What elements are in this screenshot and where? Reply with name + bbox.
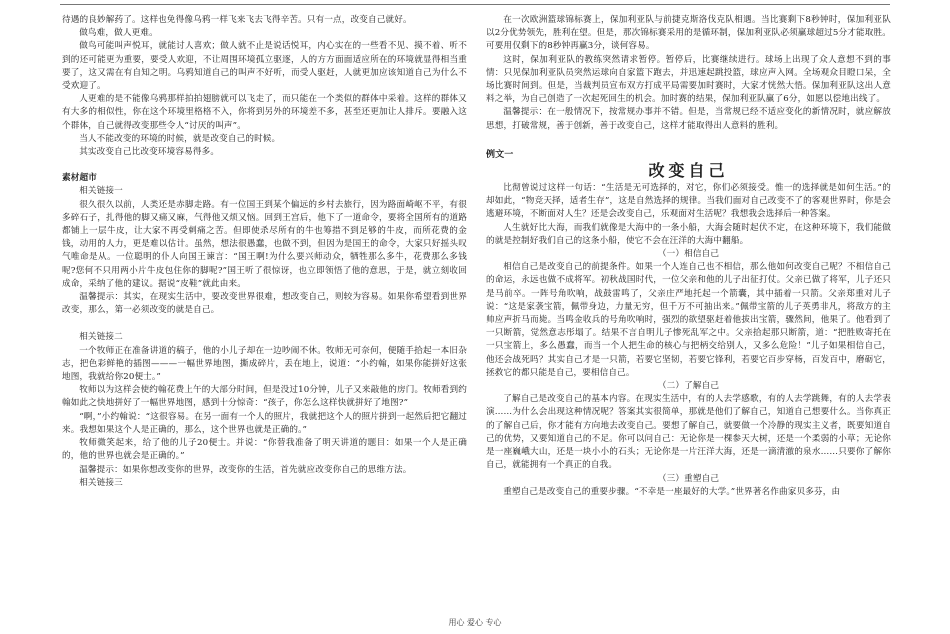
subsection-title: （二）了解自己 bbox=[657, 381, 720, 392]
paragraph: 其实改变自己比改变环境容易得多。 bbox=[79, 147, 220, 158]
paragraph: 当人不能改变的环境的时候，就是改变自己的时候。 bbox=[79, 133, 281, 144]
paragraph: 牧师微笑起来，给了他的儿子20便士。并说：“你替我准备了明天讲道的题目：如果一个人是正确的，他的世界也就会是正确的。” bbox=[62, 438, 467, 462]
link-title: 相关链接二 bbox=[79, 332, 123, 343]
paragraph: 待遇的良妙解药了。这样也免得像乌鸦一样飞来飞去飞得辛苦。只有一点，改变自己就好。 bbox=[62, 15, 412, 25]
paragraph: 了解自己是改变自己的基本内容。在现实生活中，有的人去学感歌，有的人去学跳舞，有的人去学表演……为什么会出现这种情况呢？答案其实很简单，那就是他们了解自己，知道自己想要什么。当你真正的了解自己后，你才能有方向地去改变自己。要想了解自己，就要做一个冷静的现实主义者，既要知道自己的优势，又要知道自己的不足。你可以问自己：无论你是一棵参天大树，还是一个柔弱的小草；无论你是一座巍峨大山，还是一块小小的石头；无论你是一片汪洋大海，还是一滴清澈的泉水……只要你了解你自己，就能拥有一个真正的自我。 bbox=[486, 394, 891, 471]
page-footer: 用心 爱心 专心 bbox=[448, 618, 502, 627]
paragraph: 这时，保加利亚队的教练突然请求暂停。暂停后，比赛继续进行。球场上出现了众人意想不到的事情：只见保加利亚队员突然运球向自家篮下跑去，并迅速起跳投篮，球应声入网。全场观众目瞪口呆，全场比赛时间到。但是，当裁判员宣布双方打成平局需要加时赛时，大家才恍然大悟。保加利亚队这出人意料之举，为自己创造了一次起死回生的机会。加时赛的结果，保加利亚队赢了6分，如愿以偿地出线了。 bbox=[486, 54, 891, 105]
paragraph: 温馨提示：在一般情况下，按常规办事并不错。但是，当常规已经不适应变化的新情况时，就应解放思想，打破常规，善于创新，善于改变自己，这样才能取得出人意料的胜利。 bbox=[486, 107, 891, 131]
left-column bbox=[62, 14, 467, 490]
right-column bbox=[486, 14, 891, 499]
essay-title: 改变自己 bbox=[648, 161, 729, 181]
link-title: 相关链接三 bbox=[79, 477, 123, 488]
example-label: 例文一 bbox=[486, 149, 514, 160]
subsection-title: （一）相信自己 bbox=[657, 249, 720, 260]
paragraph: 重塑自己是改变自己的重要步骤。“不幸是一座最好的大学。”世界著名作曲家贝多芬，由 bbox=[503, 486, 841, 497]
paragraph: 人生就好比大海，而我们就像是大海中的一条小船，大海会随时起伏不定，在这种环境下，我们能做的就是控制好我们自己的这条小船，使它不会在汪洋的大海中翻船。 bbox=[486, 222, 891, 246]
paragraph: 温馨提示：其实，在现实生活中，要改变世界很难，想改变自己，则较为容易。如果你希望看到世界改变，那么，第一必须改变的就是自己。 bbox=[62, 292, 467, 316]
spacer bbox=[62, 317, 467, 331]
section-title: 素材超市 bbox=[62, 173, 97, 184]
paragraph: 相信自己是改变自己的前提条件。如果一个人连自己也不相信，那么他如何改变自己呢？不相信自己的命运，永远也做不成将军。初秋战国时代，一位父亲和他的儿子出征打仗。父亲已做了将军，儿子还只是马前卒。一阵号角吹响，战鼓雷鸣了，父亲庄严地托起一个箭囊，其中插着一只箭。父亲郑重对儿子说：“这是家袭宝箭，佩带身边，力量无穷，但千万不可抽出来。”佩带宝箭的儿子英勇非凡，将敌方的主帅应声折马而毙。当鸣金收兵的号角吹响时，强烈的欲望驱赶着他拔出宝箭，骤然间，他果了。他看到了一只断箭，觉然意志彤塌了。结果不言自明儿子惨死乱军之中。父亲拾起那只断箭，道：“把胜败寄托在一只宝箭上，多么愚蠢，而当一个人把生命的核心与把柄交给别人，又多么危险！”儿子如果相信自己，他还会战死吗？其实自己才是一只箭，若要它坚韧，若要它锋利，若要它百步穿杨，百发百中，磨砺它，拯救它的都只能是自己，要相信自己。 bbox=[486, 262, 891, 378]
paragraph: 人更难的是不能像乌鸦那样拍拍翅膀就可以飞走了，而只能在一个类似的群体中采着。这样的群体又有大多的相似性，你在这个环境里格格不入，你将到另外的环境差不多，甚至还更加让人排斥。要融入这个群体，自己就得改变那些令人“讨厌的叫声”。 bbox=[62, 94, 467, 131]
paragraph: 很久很久以前，人类还是赤脚走路。有一位国王到某个偏远的乡村去旅行，因为路面崎岖不平，有很多碎石子，扎得他的脚又痛又麻，气得他又烦又恼。回到王宫后，他下了一道命令，要将全国所有的道路都铺上一层牛皮，让大家不再受刺痛之苦。但即使杀尽所有的牛也筹措不到足够的牛皮，而所花费的金钱，动用的人力，更是难以估计。虽然，想法很愚蠢，也做不到，但因为是国王的命令，大家只好摇头叹气唯命是从。一位聪明的仆人向国王谏言：“国王啊!为什么要兴师动众，牺牲那么多牛，花费那么多钱呢?您何不只用两小片牛皮包住你的脚呢?”国王听了很惊讶，也立即领悟了他的意思，于是，就立刻收回成命，采纳了他的建议。据说“皮鞋”就此由来。 bbox=[62, 199, 467, 289]
paragraph: 牧师以为这样会使约翰花费上午的大部分时间，但是没过10分钟，儿子又来敲他的房门。牧师看到约翰如此之快地拼好了一幅世界地图，感到十分惊奇：“孩子，你怎么这样快就拼好了地图?” bbox=[62, 385, 467, 409]
paragraph: 做鸟难，做人更难。 bbox=[79, 28, 158, 39]
paragraph: 一个牧师正在准备讲道的稿子，他的小儿子却在一边吵闹不休。牧师无可奈何，便随手拾起一本旧杂志，把色彩鲜艳的插图———一幅世界地图，撕成碎片，丢在地上，说道：“小约翰，如果你能拼好这张地图，我就给你20便士。” bbox=[62, 345, 467, 383]
paragraph: 比彻曾说过这样一句话：“生活是无可选择的，对它，你们必须接受。惟一的选择就是如何生活。”的却如此，“物竞天择，适者生存”，这是自然选择的规律。当我们面对自己改变不了的客观世界时，你是会逃避环境，不断面对人生？还是会改变自己，乐观面对生活呢？我想我会选择后一种答案。 bbox=[486, 183, 891, 220]
paragraph: 在一次欧洲篮球锦标赛上，保加利亚队与前捷克斯洛伐克队相遇。当比赛剩下8秒钟时，保加利亚队以2分优势领先，胜利在望。但是，那次锦标赛采用的是循环制，保加利亚队必须赢球超过5分才能取胜。可要用仅剩下的8秒钟再赢3分，谈何容易。 bbox=[486, 15, 891, 52]
header-rule bbox=[60, 4, 890, 5]
paragraph: 温馨提示：如果你想改变你的世界，改变你的生活，首先就应改变你自己的思维方法。 bbox=[79, 464, 412, 475]
paragraph: “啊，”小约翰说：“这很容易。在另一面有一个人的照片，我就把这个人的照片拼到一起然后把它翻过来。我想如果这个人是正确的，那么，这个世界也就是正确的。” bbox=[62, 411, 467, 435]
subsection-title: （三）重塑自己 bbox=[657, 473, 720, 484]
paragraph: 做鸟可能叫声悦耳，就能讨人喜欢；做人就不止是说话悦耳，内心实在的一些看不见、摸不着、听不到的还可能更为重要，要受人欢迎，不让周围环境孤立驱逐，人的方方面面适应所在的环境就显得相当重要了，这又需在有自知之明。乌鸦知道自己的叫声不好听，而受人驱赶，人就更加应该知道自己为什么不受欢迎了。 bbox=[62, 41, 467, 92]
link-title: 相关链接一 bbox=[79, 186, 123, 197]
